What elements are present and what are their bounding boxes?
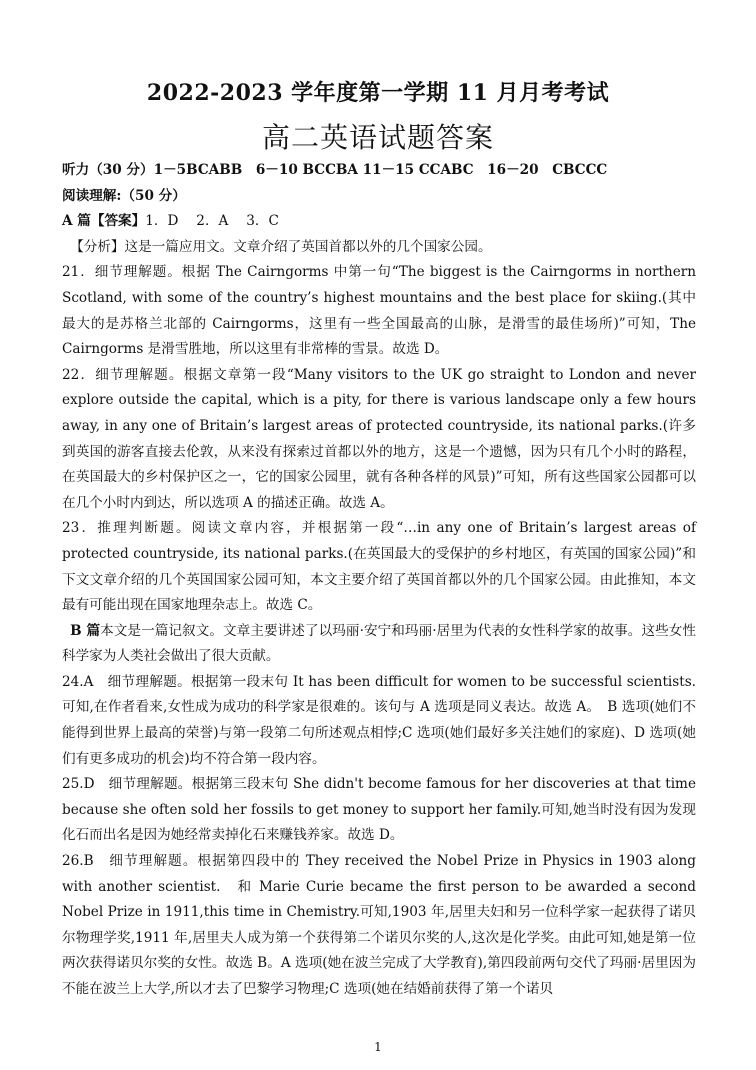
question-23-explanation: 23．推理判断题。阅读文章内容，并根据第一段“…in any one of Britain’s largest areas of protected countryside, its national parks.(在英国最大的受保护的乡村地区，有英国的国家公园)”和下文文章介绍的几个英国国家公园可知，本文主要介绍了英国首都以外的几个国家公园。由此推知，本文最有可能出现在国家地理杂志上。故选 C。 [62, 520, 696, 614]
section-b-intro-text: 本文是一篇记叙文。文章主要讲述了以玛丽·安宁和玛丽·居里为代表的女性科学家的故事。这些女性科学家为人类社会做出了很大贡献。 [62, 622, 696, 665]
question-21-explanation: 21．细节理解题。根据 The Cairngorms 中第一句“The biggest is the Cairngorms in northern Scotland, with some of the country’s highest mountains and the best place for skiing.(其中最大的是苏格兰北部的 Cairngorms，这里有一些全国最高的山脉，是滑雪的最佳场所)”可知，The Cairngorms 是滑雪胜地，所以这里有非常棒的雪景。故选 D。 [62, 264, 696, 358]
listening-answer-key: 1－5BCABB 6－10 BCCBA 11－15 CCABC 16－20 CBCCC [153, 162, 608, 178]
question-22-explanation: 22．细节理解题。根据文章第一段“Many visitors to the UK go straight to London and never explore outside the capital, which is a pity, for there is various landscape only a few hours away, in any one of Britain’s largest areas of protected countryside, its national parks.(许多到英国的游客直接去伦敦，从来没有探索过首都以外的地方，这是一个遗憾，因为只有几个小时的路程，在英国最大的乡村保护区之一，它的国家公园里，就有各种各样的风景)”可知，所有这些国家公园都可以在几个小时内到达，所以选项 A 的描述正确。故选 A。 [62, 366, 696, 511]
section-b-label: B 篇 [70, 622, 101, 639]
exam-title: 2022-2023 学年度第一学期 11 月月考考试 [146, 80, 610, 106]
page-subtitle: 高二英语试题答案 [261, 121, 494, 154]
question-24-explanation: 24.A 细节理解题。根据第一段末句 It has been difficult for women to be successful scientists.可知,在作者看来,女性成为成功的科学家是很难的。该句与 A 选项是同义表达。故选 A。 B 选项(她们不能得到世界上最高的荣誉)与第一段第二句所述观点相悖;C 选项(她们最好多关注她们的家庭)、D 选项(她们有更多成功的机会)均不符合第一段内容。 [62, 673, 696, 767]
reading-heading: 阅读理解:（50 分） [62, 187, 186, 204]
section-a-answers [62, 209, 696, 235]
section-a-analysis: 【分析】这是一篇应用文。文章介绍了英国首都以外的几个国家公园。 [70, 238, 492, 255]
question-25-explanation: 25.D 细节理解题。根据第三段末句 She didn't become famous for her discoveries at that time because she often sold her fossils to get money to support her family.可知,她当时没有因为发现化石而出名是因为她经常卖掉化石来赚钱养家。故选 D。 [62, 776, 696, 844]
section-a-answer-key: 1．D 2．A 3．C [145, 213, 279, 230]
listening-answers [62, 158, 696, 184]
answer-content [62, 158, 696, 1003]
section-a-label: A 篇【答案】 [62, 213, 146, 230]
section-b-intro [62, 619, 696, 670]
page-number: 1 [374, 1040, 382, 1054]
listening-label: 听力（30 分） [62, 162, 154, 178]
question-26-explanation: 26.B 细节理解题。根据第四段中的 They received the Nobel Prize in Physics in 1903 along with another scientist. 和 Marie Curie became the first person to be awarded a second Nobel Prize in 1911,this time in Chemistry.可知,1903 年,居里夫妇和另一位科学家一起获得了诺贝尔物理学奖,1911 年,居里夫人成为第一个获得第二个诺贝尔奖的人,这次是化学奖。由此可知,她是第一位两次获得诺贝尔奖的女性。故选 B。A 选项(她在波兰完成了大学教育),第四段前两句交代了玛丽·居里因为不能在波兰上大学,所以才去了巴黎学习物理;C 选项(她在结婚前获得了第一个诺贝 [62, 853, 696, 997]
